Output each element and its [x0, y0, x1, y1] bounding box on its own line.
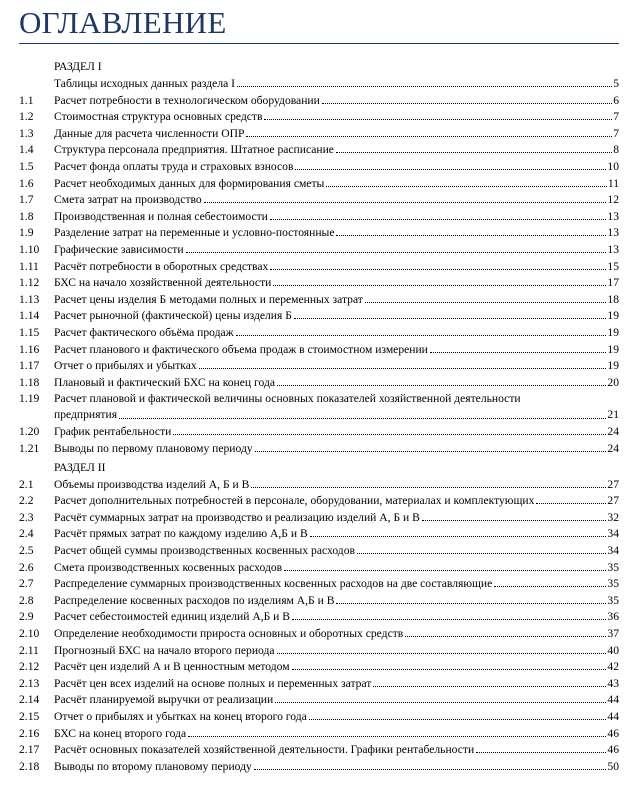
- toc-entry-page: 40: [607, 643, 619, 657]
- toc-entry[interactable]: [19, 593, 619, 608]
- toc-entry[interactable]: [19, 510, 619, 525]
- toc-entry[interactable]: [19, 342, 619, 357]
- toc-entry-number: 1.14: [19, 309, 40, 323]
- toc-entry-number: 2.18: [19, 759, 40, 773]
- toc-entry-page: 12: [607, 193, 619, 207]
- toc-entry-page: 19: [607, 309, 619, 323]
- toc-entry-title: Данные для расчета численности ОПР: [54, 126, 245, 140]
- dot-leader: [270, 269, 606, 270]
- toc-entry[interactable]: [19, 659, 619, 674]
- toc-entry-page: 20: [607, 375, 619, 389]
- toc-entry-number: 1.17: [19, 359, 40, 373]
- toc-entry-title: Смета затрат на производство: [54, 193, 202, 207]
- toc-entry-page: 35: [607, 593, 619, 607]
- toc-entry[interactable]: [19, 692, 619, 707]
- dot-leader: [254, 769, 607, 770]
- toc-entry-number: 1.5: [19, 160, 34, 173]
- toc-entry-number: 1.8: [19, 209, 34, 223]
- toc-entry-page: 21: [607, 408, 619, 422]
- toc-entry[interactable]: [19, 643, 619, 658]
- toc-entry-number: 1.21: [19, 442, 40, 455]
- toc-entry-page: 37: [607, 627, 619, 640]
- toc-entry-number: 1.4: [19, 143, 34, 157]
- toc-entry-title: Распределение косвенных расходов по изделиям А,Б и В: [54, 593, 335, 607]
- toc-entry[interactable]: [19, 192, 619, 207]
- toc-entry-line: [54, 176, 619, 191]
- toc-entry-line: [54, 659, 619, 674]
- toc-entry-number: 2.2: [19, 494, 34, 508]
- toc-entry[interactable]: [19, 126, 619, 141]
- toc-entry-page: 7: [613, 110, 619, 124]
- toc-entry-page: 15: [607, 259, 619, 273]
- dot-leader: [336, 603, 606, 604]
- dot-leader: [270, 219, 607, 220]
- toc-entry-page: 44: [607, 693, 619, 707]
- toc-entry[interactable]: [19, 609, 619, 624]
- toc-entry[interactable]: [19, 358, 619, 373]
- toc-entry-line: [54, 692, 619, 707]
- toc-entry-line: [54, 142, 619, 157]
- toc-entry[interactable]: [19, 742, 619, 757]
- toc-entry-title-line2: предприятия: [54, 408, 118, 422]
- toc-entry-line: [54, 225, 619, 240]
- toc-entry-page: 19: [607, 326, 619, 339]
- toc-entry-line: [54, 159, 619, 174]
- dot-leader: [322, 103, 612, 104]
- toc-entry[interactable]: [19, 391, 619, 421]
- toc-entry-title: БХС на конец второго года: [54, 726, 187, 740]
- toc-entry-page: 10: [607, 160, 619, 173]
- toc-entry-title: Отчет о прибылях и убытках: [54, 359, 197, 373]
- toc-entry[interactable]: [19, 424, 619, 439]
- toc-entry-line: [54, 593, 619, 608]
- toc-entry-page: 19: [607, 359, 619, 373]
- toc-entry-title: Расчёт цен всех изделий на основе полных и переменных затрат: [54, 676, 372, 690]
- toc-entry-line: [54, 325, 619, 340]
- toc-entry-title: Расчёт планируемой выручки от реализации: [54, 693, 274, 707]
- dot-leader: [336, 152, 612, 153]
- toc-entry-line: [54, 626, 619, 641]
- toc-entry-number: 2.1: [19, 477, 34, 491]
- toc-entry-line: [54, 342, 619, 357]
- dot-leader: [236, 335, 607, 336]
- toc-entry-title: Объемы производства изделий А, Б и В: [54, 477, 250, 491]
- toc-entry[interactable]: [19, 709, 619, 724]
- dot-leader: [430, 352, 607, 353]
- dot-leader: [188, 736, 606, 737]
- toc-entry-title: Расчет планового и фактического объема продаж в стоимостном измерении: [54, 342, 428, 356]
- toc-entry-title: Графические зависимости: [54, 243, 184, 256]
- toc-entry-line: [54, 109, 619, 124]
- dot-leader: [277, 653, 607, 654]
- toc-entry-line: [54, 477, 619, 492]
- toc-entry-line: [54, 643, 619, 658]
- toc-entry[interactable]: [19, 209, 619, 224]
- toc-entry-number: 2.5: [19, 544, 34, 557]
- toc-entry-line: [54, 676, 619, 691]
- toc-entry-line: [54, 609, 619, 624]
- dot-leader: [284, 570, 606, 571]
- toc-entry-line: [54, 192, 619, 207]
- toc-entry-page: 13: [607, 226, 619, 240]
- toc-entry-page: 34: [607, 544, 619, 557]
- toc-entry-page: 36: [607, 610, 619, 624]
- toc-entry-page: 27: [607, 494, 619, 508]
- toc-entry-title: График рентабельности: [54, 425, 172, 439]
- toc-entry-number: 2.3: [19, 510, 34, 524]
- toc-entry-page: 8: [613, 143, 619, 157]
- dot-leader: [277, 385, 606, 386]
- dot-leader: [309, 719, 607, 720]
- toc-entry-page: 11: [607, 176, 619, 190]
- toc-entry[interactable]: [19, 543, 619, 558]
- toc-entry-line: [54, 526, 619, 541]
- toc-entry-line: [54, 375, 619, 390]
- toc-entry[interactable]: [19, 759, 619, 774]
- section-1-heading: РАЗДЕЛ I: [54, 60, 102, 73]
- title-underline: [19, 43, 619, 44]
- toc-entry[interactable]: [19, 142, 619, 157]
- dot-leader: [365, 302, 607, 303]
- toc-entry-page: 35: [607, 560, 619, 574]
- toc-entry-title: Расчет необходимых данных для формирования сметы: [54, 176, 325, 190]
- toc-entry[interactable]: [19, 259, 619, 274]
- toc-entry-line: [54, 510, 619, 525]
- toc-entry-page: 50: [607, 759, 619, 773]
- toc-entry-line: [54, 308, 619, 323]
- toc-entry-title: Расчёт прямых затрат по каждому изделию А,Б и В: [54, 527, 308, 541]
- toc-entry-line: [54, 76, 619, 91]
- toc-entry-page: 34: [607, 527, 619, 541]
- dot-leader: [251, 487, 606, 488]
- toc-entry-number: 1.10: [19, 243, 40, 256]
- toc-entry-page: 24: [607, 425, 619, 439]
- toc-entry-page: 19: [607, 342, 619, 356]
- toc-entry-number: 1.18: [19, 375, 40, 389]
- toc-entry-title: Расчет общей суммы производственных косвенных расходов: [54, 544, 355, 557]
- toc-entry[interactable]: [19, 441, 619, 456]
- toc-entry[interactable]: [19, 159, 619, 174]
- toc-entry-title: Определение необходимости прироста основных и оборотных средств: [54, 627, 404, 640]
- toc-entry[interactable]: [19, 676, 619, 691]
- toc-entry-title: Расчет фактического объёма продаж: [54, 326, 234, 339]
- toc-entry[interactable]: [19, 375, 619, 390]
- toc-entry-number: 2.17: [19, 743, 40, 757]
- dot-leader: [373, 686, 606, 687]
- toc-entry-line: [54, 726, 619, 741]
- toc-entry-line: [54, 543, 619, 558]
- toc-entry-line: [54, 560, 619, 575]
- toc-entry-page: 13: [607, 243, 619, 256]
- toc-entry-page: 17: [607, 276, 619, 290]
- toc-entry[interactable]: [19, 275, 619, 290]
- toc-entry-number: 1.19: [19, 392, 40, 406]
- dot-leader: [292, 669, 607, 670]
- toc-entry-line: [54, 742, 619, 757]
- dot-leader: [336, 235, 606, 236]
- page-title: ОГЛАВЛЕНИЕ: [19, 5, 227, 40]
- toc-entry-title: Разделение затрат на переменные и условно-постоянные: [54, 226, 335, 240]
- toc-entry-number: 2.7: [19, 577, 34, 591]
- toc-entry-title: Расчет фонда оплаты труда и страховых взносов: [54, 160, 294, 173]
- dot-leader: [476, 752, 606, 753]
- toc-entry[interactable]: [19, 626, 619, 641]
- toc-entry-page: 27: [607, 477, 619, 491]
- toc-entry[interactable]: [19, 493, 619, 508]
- toc-entry-number: 1.9: [19, 226, 34, 240]
- toc-entry-title-continued: [54, 407, 619, 423]
- toc-entry-number: 1.16: [19, 342, 40, 356]
- toc-entry-title: Расчет потребности в технологическом оборудовании: [54, 93, 320, 107]
- toc-entry-title: Расчёт суммарных затрат на производство и реализацию изделий А, Б и В: [54, 510, 420, 524]
- toc-entry-line: [54, 126, 619, 141]
- toc-entry[interactable]: [19, 176, 619, 191]
- toc-entry-number: 1.11: [19, 259, 39, 273]
- toc-entry-page: 5: [613, 77, 619, 90]
- toc-entry[interactable]: [19, 93, 619, 108]
- toc-entry-title: Расчет плановой и фактической величины основных показателей хозяйственной деятельности: [54, 392, 521, 406]
- section-2-heading: РАЗДЕЛ II: [54, 460, 106, 474]
- toc-entry-line: [54, 242, 619, 257]
- dot-leader: [173, 434, 606, 435]
- toc-entry-number: 1.2: [19, 110, 34, 124]
- toc-entry-line: [54, 275, 619, 290]
- dot-leader: [357, 553, 606, 554]
- toc-entry-number: 2.13: [19, 676, 40, 690]
- toc-entry[interactable]: [19, 76, 619, 91]
- toc-entry[interactable]: [19, 225, 619, 240]
- toc-entry-title: Выводы по первому плановому периоду: [54, 442, 253, 455]
- toc-entry-line: [54, 493, 619, 508]
- toc-entry-page: 13: [607, 209, 619, 223]
- toc-entry-number: 2.11: [19, 643, 39, 657]
- toc-entry-number: 2.15: [19, 710, 40, 723]
- toc-entry-page: 32: [607, 510, 619, 524]
- toc-entry[interactable]: [19, 526, 619, 541]
- toc-entry-number: 1.20: [19, 425, 40, 439]
- toc-entry[interactable]: [19, 109, 619, 124]
- toc-entry-title: Структура персонала предприятия. Штатное расписание: [54, 143, 334, 157]
- dot-leader: [422, 520, 607, 521]
- toc-entry-line: [54, 209, 619, 224]
- toc-entry-page: 44: [607, 710, 619, 723]
- toc-entry-page: 35: [607, 577, 619, 591]
- toc-entry-title: Расчет себестоимостей единиц изделий А,Б и В: [54, 610, 290, 624]
- dot-leader: [310, 536, 607, 537]
- toc-entry-page: 18: [607, 292, 619, 306]
- toc-entry-number: 2.8: [19, 593, 34, 607]
- toc-entry-number: 1.15: [19, 326, 40, 339]
- toc-entry-title: Распределение суммарных производственных косвенных расходов на две составляющие: [54, 577, 493, 591]
- toc-entry[interactable]: [19, 325, 619, 340]
- dot-leader: [405, 636, 606, 637]
- toc-entry-number: 1.6: [19, 176, 34, 190]
- dot-leader: [237, 86, 612, 87]
- toc-entry[interactable]: [19, 242, 619, 257]
- toc-entry-page: 42: [607, 660, 619, 674]
- toc-entry-title: Производственная и полная себестоимости: [54, 209, 268, 223]
- toc-entry-number: 1.13: [19, 292, 40, 306]
- toc-entry-page: 7: [613, 126, 619, 140]
- toc-entry-number: 2.10: [19, 627, 40, 640]
- toc-entry[interactable]: [19, 726, 619, 741]
- toc-entry-title: Отчет о прибылях и убытках на конец второго года: [54, 710, 307, 723]
- toc-entry-number: 2.16: [19, 726, 40, 740]
- toc-entry-title: Расчет рыночной (фактической) цены изделия Б: [54, 309, 292, 323]
- toc-entry[interactable]: [19, 308, 619, 323]
- toc-entry-number: 1.7: [19, 193, 34, 207]
- dot-leader: [536, 503, 606, 504]
- dot-leader: [494, 586, 606, 587]
- toc-entry-title: Расчёт потребности в оборотных средствах: [54, 259, 269, 273]
- toc-entry-number: 1.1: [19, 93, 34, 107]
- toc-entry-title: Выводы по второму плановому периоду: [54, 759, 252, 773]
- toc-entry-title: Расчёт цен изделий А и В ценностным методом: [54, 660, 290, 674]
- toc-entry-title: Стоимостная структура основных средств: [54, 110, 263, 124]
- toc-entry-number: 2.4: [19, 527, 34, 541]
- toc-entry-page: 6: [613, 93, 619, 107]
- toc-entry-line: [54, 576, 619, 591]
- toc-entry-number: 2.14: [19, 693, 40, 707]
- toc-entry-page: 46: [607, 743, 619, 757]
- toc-entry-title: Смета производственных косвенных расходов: [54, 560, 283, 574]
- toc-entry[interactable]: [19, 292, 619, 307]
- toc-entry-page: 24: [607, 442, 619, 455]
- dot-leader: [264, 119, 612, 120]
- dot-leader: [246, 136, 612, 137]
- toc-entry-title: Расчёт основных показателей хозяйственной деятельности. Графики рентабельности: [54, 743, 475, 757]
- toc-entry-page: 46: [607, 726, 619, 740]
- toc-entry-title: Таблицы исходных данных раздела I: [54, 77, 236, 90]
- toc-entry-title: БХС на начало хозяйственной деятельности: [54, 276, 272, 290]
- dot-leader: [326, 186, 607, 187]
- dot-leader: [255, 451, 607, 452]
- dot-leader: [119, 418, 606, 419]
- toc-entry-line: [54, 93, 619, 108]
- toc-entry-line: [54, 292, 619, 307]
- toc-entry[interactable]: [19, 576, 619, 591]
- dot-leader: [295, 169, 606, 170]
- dot-leader: [199, 368, 607, 369]
- toc-entry-title: Плановый и фактический БХС на конец года: [54, 375, 275, 389]
- dot-leader: [186, 252, 607, 253]
- toc-entry-line: [54, 259, 619, 274]
- toc-entry-number: 1.3: [19, 126, 34, 140]
- toc-entry-title: Расчет дополнительных потребностей в персонале, оборудовании, материалах и комплектующих: [54, 494, 535, 508]
- dot-leader: [292, 619, 606, 620]
- toc-entry-page: 43: [607, 676, 619, 690]
- toc-entry[interactable]: [19, 560, 619, 575]
- toc-entry-number: 2.6: [19, 560, 34, 574]
- toc-entry-number: 2.12: [19, 660, 40, 674]
- dot-leader: [273, 285, 606, 286]
- dot-leader: [275, 702, 606, 703]
- toc-entry-title: Прогнозный БХС на начало второго периода: [54, 643, 275, 657]
- toc-entry[interactable]: [19, 477, 619, 492]
- toc-entry-line: [54, 391, 619, 423]
- toc-entry-number: 2.9: [19, 610, 34, 624]
- toc-entry-line: [54, 709, 619, 724]
- toc-entry-line: [54, 358, 619, 373]
- toc-entry-line: [54, 441, 619, 456]
- dot-leader: [294, 318, 607, 319]
- toc-entry-number: 1.12: [19, 276, 40, 290]
- toc-entry-line: [54, 759, 619, 774]
- toc-entry-line: [54, 424, 619, 439]
- toc-entry-title: Расчет цены изделия Б методами полных и переменных затрат: [54, 292, 363, 306]
- dot-leader: [204, 202, 607, 203]
